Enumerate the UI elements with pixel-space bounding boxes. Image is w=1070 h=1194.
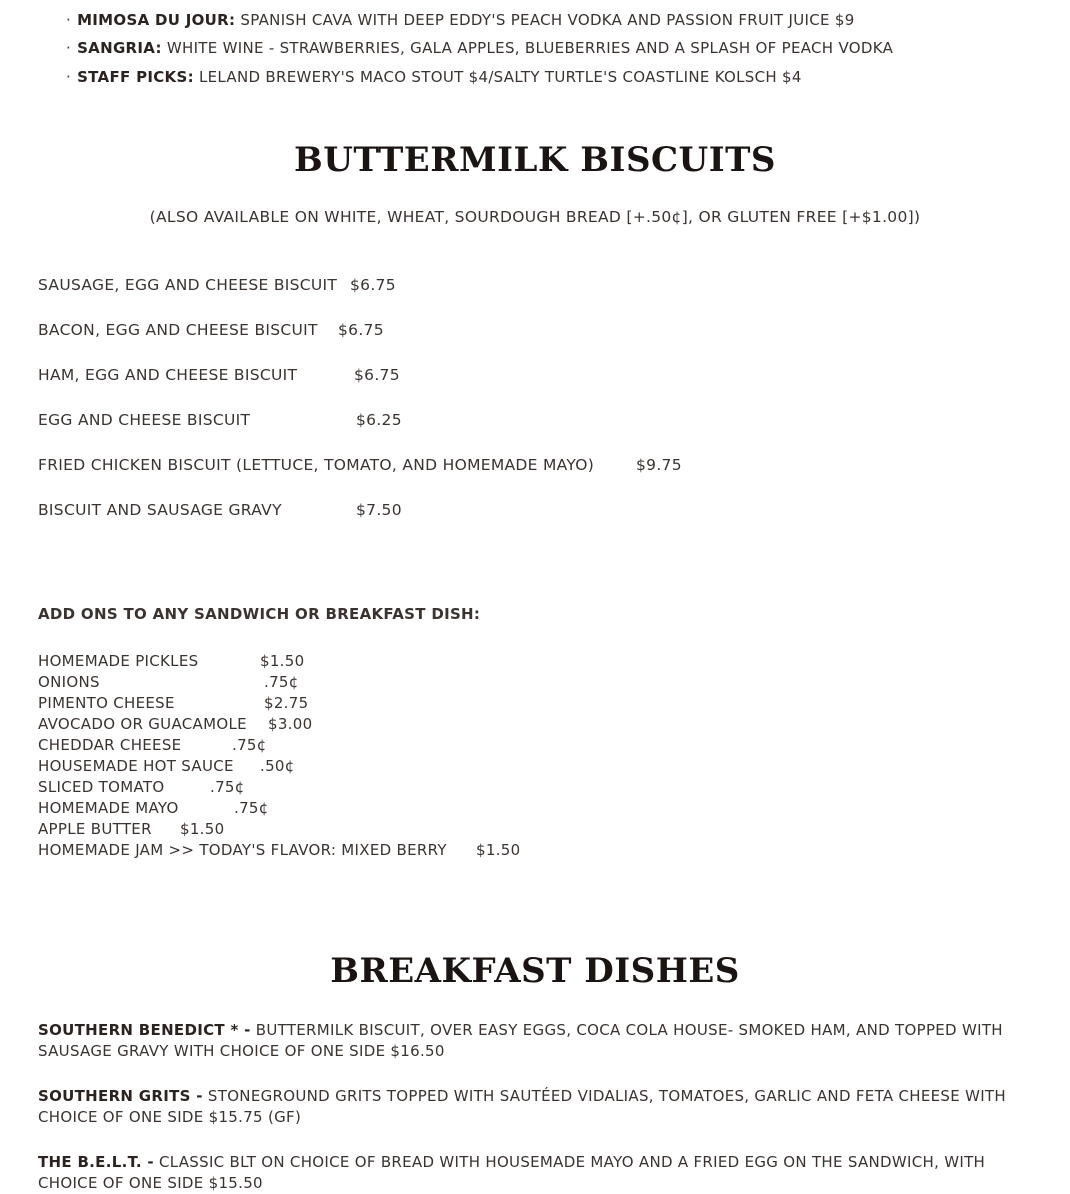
addon-name: HOMEMADE PICKLES — [38, 652, 199, 670]
drink-description: LELAND BREWERY'S MACO STOUT $4/SALTY TURTLE'S COASTLINE KOLSCH $4 — [198, 68, 802, 86]
breakfast-dish — [38, 1020, 1048, 1062]
item-name: SAUSAGE, EGG AND CHEESE BISCUIT — [38, 276, 338, 294]
addon-name: HOUSEMADE HOT SAUCE — [38, 757, 234, 775]
item-name: EGG AND CHEESE BISCUIT — [38, 411, 251, 429]
drink-name: MIMOSA DU JOUR: — [77, 11, 236, 29]
addon-price: $2.75 — [264, 694, 309, 712]
dish-name: THE B.E.L.T. - — [38, 1153, 154, 1171]
addon-name: SLICED TOMATO — [38, 778, 165, 796]
addon-price: .75¢ — [232, 736, 267, 754]
drink-description: WHITE WINE - STRAWBERRIES, GALA APPLES, BLUEBERRIES AND A SPLASH OF PEACH VODKA — [166, 39, 894, 57]
item-name: BISCUIT AND SAUSAGE GRAVY — [38, 501, 282, 519]
section-title-biscuits: BUTTERMILK BISCUITS — [294, 140, 776, 180]
item-price: $6.75 — [350, 276, 396, 294]
addon-name: AVOCADO OR GUACAMOLE — [38, 715, 247, 733]
addon-item — [38, 693, 309, 713]
addon-price: .50¢ — [260, 757, 295, 775]
drink-item — [66, 10, 855, 30]
biscuit-item — [38, 365, 400, 385]
addon-price: $3.00 — [268, 715, 313, 733]
addon-name: HOMEMADE MAYO — [38, 799, 179, 817]
addon-name: HOMEMADE JAM >> TODAY'S FLAVOR: MIXED BERRY — [38, 841, 447, 859]
item-name: BACON, EGG AND CHEESE BISCUIT — [38, 321, 318, 339]
addon-item — [38, 798, 269, 818]
biscuit-item — [38, 500, 402, 520]
breakfast-dish — [38, 1086, 1048, 1128]
addon-price: $1.50 — [180, 820, 225, 838]
section-title-breakfast: BREAKFAST DISHES — [330, 951, 740, 991]
addon-price: .75¢ — [210, 778, 245, 796]
dish-description: STONEGROUND GRITS TOPPED WITH SAUTÉED VIDALIAS, TOMATOES, GARLIC AND FETA CHEESE WITH CHOICE OF ONE SIDE $15.75 (GF) — [38, 1087, 1006, 1126]
bullet: · — [66, 11, 72, 29]
drink-item — [66, 38, 893, 58]
breakfast-dish — [38, 1152, 1048, 1194]
addon-item — [38, 840, 521, 860]
biscuit-bread-note: (ALSO AVAILABLE ON WHITE, WHEAT, SOURDOUGH BREAD [+.50¢], OR GLUTEN FREE [+$1.00]) — [149, 208, 921, 226]
biscuit-item — [38, 455, 682, 475]
addon-item — [38, 756, 295, 776]
dish-name: SOUTHERN BENEDICT * - — [38, 1021, 251, 1039]
addon-price: .75¢ — [264, 673, 299, 691]
bullet: · — [66, 68, 72, 86]
biscuit-item — [38, 275, 396, 295]
item-price: $6.25 — [356, 411, 402, 429]
biscuit-item — [38, 320, 384, 340]
addon-item — [38, 714, 313, 734]
item-price: $7.50 — [356, 501, 402, 519]
drink-name: STAFF PICKS: — [77, 68, 194, 86]
addon-name: CHEDDAR CHEESE — [38, 736, 182, 754]
dish-description: BUTTERMILK BISCUIT, OVER EASY EGGS, COCA COLA HOUSE- SMOKED HAM, AND TOPPED WITH SAUSAGE GRAVY WITH CHOICE OF ONE SIDE $16.50 — [38, 1021, 1003, 1060]
drink-name: SANGRIA: — [77, 39, 162, 57]
addons-title: ADD ONS TO ANY SANDWICH OR BREAKFAST DISH: — [38, 605, 481, 623]
drink-item — [66, 67, 802, 87]
addon-price: .75¢ — [234, 799, 269, 817]
dish-name: SOUTHERN GRITS - — [38, 1087, 203, 1105]
addon-item — [38, 819, 225, 839]
item-price: $9.75 — [636, 456, 682, 474]
addon-name: PIMENTO CHEESE — [38, 694, 175, 712]
bullet: · — [66, 39, 72, 57]
addon-item — [38, 672, 299, 692]
addon-item — [38, 651, 305, 671]
drink-description: SPANISH CAVA WITH DEEP EDDY'S PEACH VODKA AND PASSION FRUIT JUICE $9 — [240, 11, 855, 29]
addon-price: $1.50 — [260, 652, 305, 670]
item-price: $6.75 — [338, 321, 384, 339]
biscuit-item — [38, 410, 402, 430]
addon-price: $1.50 — [476, 841, 521, 859]
item-name: FRIED CHICKEN BISCUIT (LETTUCE, TOMATO, AND HOMEMADE MAYO) — [38, 456, 595, 474]
dish-description: CLASSIC BLT ON CHOICE OF BREAD WITH HOUSEMADE MAYO AND A FRIED EGG ON THE SANDWICH, WITH CHOICE OF ONE SIDE $15.50 — [38, 1153, 986, 1192]
addon-item — [38, 735, 267, 755]
addon-name: APPLE BUTTER — [38, 820, 152, 838]
item-price: $6.75 — [354, 366, 400, 384]
addon-name: ONIONS — [38, 673, 100, 691]
item-name: HAM, EGG AND CHEESE BISCUIT — [38, 366, 298, 384]
addon-item — [38, 777, 245, 797]
